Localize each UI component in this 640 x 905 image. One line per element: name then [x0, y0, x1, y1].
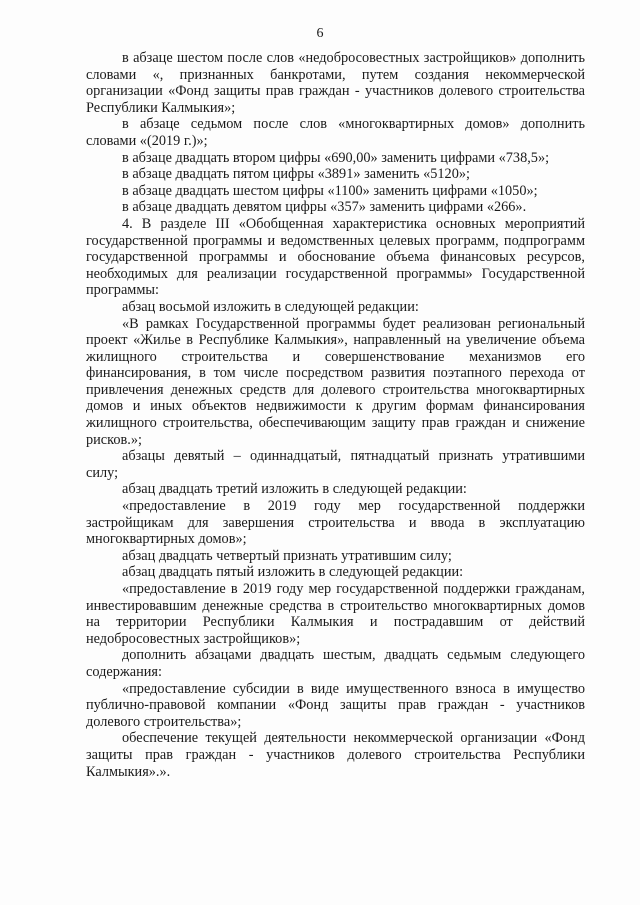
page-number: 6: [316, 26, 324, 41]
paragraph: обеспечение текущей деятельности некоммерческой организации «Фонд защиты прав граждан - участников долевого строительства Республики Калмыкия».».: [86, 730, 585, 780]
paragraph: абзац двадцать пятый изложить в следующей редакции:: [122, 564, 464, 581]
paragraph: абзац восьмой изложить в следующей редакции:: [122, 298, 419, 315]
paragraph: в абзаце двадцать шестом цифры «1100» заменить цифрами «1050»;: [122, 182, 538, 199]
paragraph: абзацы девятый – одиннадцатый, пятнадцатый признать утратившими силу;: [86, 448, 585, 481]
paragraph: в абзаце шестом после слов «недобросовестных застройщиков» дополнить словами «, признанных банкротами, путем создания некоммерческой организации «Фонд защиты прав граждан - участников долевого строительства Республики Калмыкия»;: [86, 50, 585, 116]
paragraph: в абзаце двадцать девятом цифры «357» заменить цифрами «266».: [122, 199, 527, 216]
paragraph: абзац двадцать третий изложить в следующей редакции:: [122, 481, 467, 498]
paragraph: 4. В разделе III «Обобщенная характеристика основных мероприятий государственной программы и ведомственных целевых программ, подпрограмм государственной программы и обоснование объема финансовых ресурсов, необходимых для реализации государственной программы» Государственной программы:: [86, 215, 585, 299]
paragraph: в абзаце седьмом после слов «многоквартирных домов» дополнить словами «(2019 г.)»;: [86, 116, 585, 149]
paragraph: «В рамках Государственной программы будет реализован региональный проект «Жилье в Республике Калмыкия», направленный на увеличение объема жилищного строительства и совершенствование механизмов его финансирования, в том числе посредством развития поэтапного перехода от привлечения денежных средств для долевого строительства многоквартирных домов и иных объектов недвижимости к другим формам финансирования жилищного строительства, обеспечивающим защиту прав граждан и снижение рисков.»;: [86, 315, 585, 448]
paragraph: дополнить абзацами двадцать шестым, двадцать седьмым следующего содержания:: [86, 647, 585, 680]
paragraph: «предоставление в 2019 году мер государственной поддержки застройщикам для завершения строительства и ввода в эксплуатацию многоквартирных домов»;: [86, 498, 585, 548]
paragraph: абзац двадцать четвертый признать утратившим силу;: [122, 547, 452, 564]
paragraph: «предоставление в 2019 году мер государственной поддержки гражданам, инвестировавшим денежные средства в строительство многоквартирных домов на территории Республики Калмыкия и пострадавшим от действий недобросовестных застройщиков»;: [86, 581, 585, 647]
paragraph: «предоставление субсидии в виде имущественного взноса в имущество публично-правовой компании «Фонд защиты прав граждан - участников долевого строительства»;: [86, 680, 585, 730]
paragraph: в абзаце двадцать втором цифры «690,00» заменить цифрами «738,5»;: [122, 149, 550, 166]
document-body: [86, 50, 585, 780]
paragraph: в абзаце двадцать пятом цифры «3891» заменить «5120»;: [122, 166, 470, 183]
